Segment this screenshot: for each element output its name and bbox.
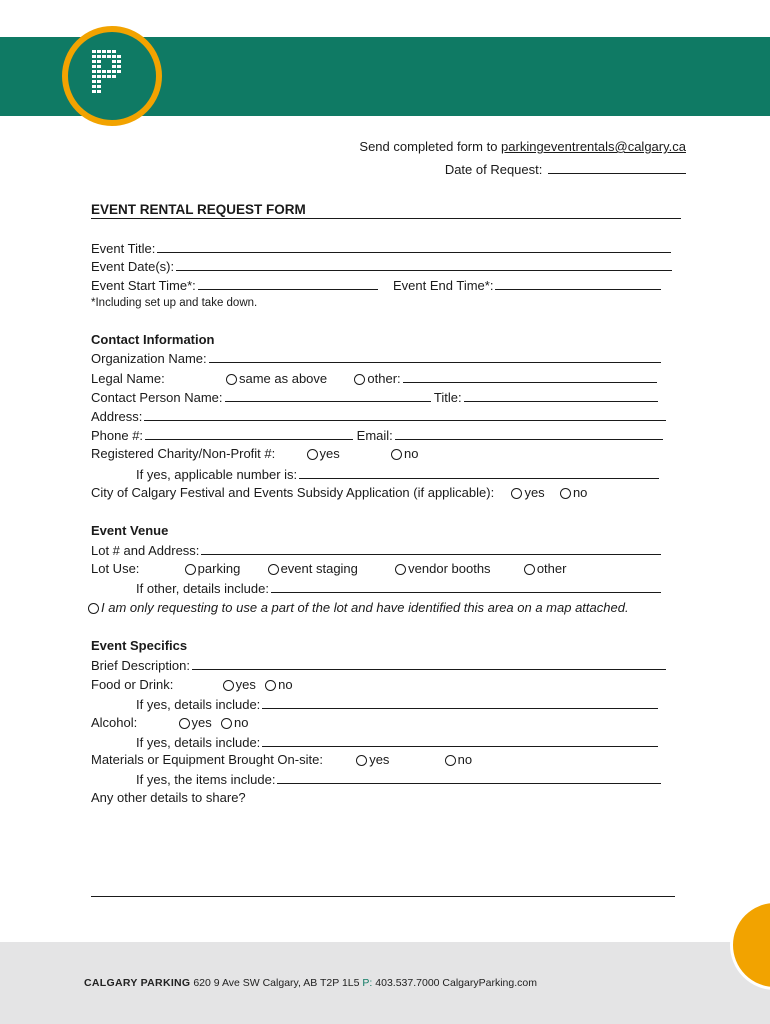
org-name-row: Organization Name: bbox=[91, 350, 661, 366]
footnote: *Including set up and take down. bbox=[91, 297, 258, 309]
form-title: EVENT RENTAL REQUEST FORM bbox=[91, 202, 681, 219]
lot-use-row: Lot Use: parking event staging vendor booths other bbox=[91, 561, 567, 576]
food-yes-radio[interactable] bbox=[223, 680, 234, 691]
materials-row: Materials or Equipment Brought On-site: yes no bbox=[91, 752, 473, 767]
other-details-share-row: Any other details to share? bbox=[91, 790, 246, 805]
alcohol-details-field[interactable] bbox=[262, 734, 658, 747]
items-row: If yes, the items include: bbox=[136, 771, 661, 787]
contact-person-field[interactable] bbox=[225, 389, 431, 402]
lot-other-details-field[interactable] bbox=[271, 580, 661, 593]
phone-email-row: Phone #: Email: bbox=[91, 427, 663, 443]
footer-phone: 403.537.7000 bbox=[375, 977, 440, 989]
alcohol-row: Alcohol: yes no bbox=[91, 715, 249, 730]
subsidy-yes-radio[interactable] bbox=[511, 488, 522, 499]
lot-use-event-staging-radio[interactable] bbox=[268, 564, 279, 575]
items-field[interactable] bbox=[277, 771, 661, 784]
food-row: Food or Drink: yes no bbox=[91, 677, 293, 692]
lot-use-parking-radio[interactable] bbox=[185, 564, 196, 575]
food-no-radio[interactable] bbox=[265, 680, 276, 691]
partial-lot-radio[interactable] bbox=[88, 603, 99, 614]
event-dates-field[interactable] bbox=[176, 258, 672, 271]
legal-other-radio[interactable] bbox=[354, 374, 365, 385]
brief-description-row: Brief Description: bbox=[91, 657, 666, 673]
food-details-row: If yes, details include: bbox=[136, 696, 658, 712]
legal-other-field[interactable] bbox=[403, 370, 657, 383]
lot-use-other-radio[interactable] bbox=[524, 564, 535, 575]
footer-website[interactable]: CalgaryParking.com bbox=[442, 977, 537, 989]
charity-yes-radio[interactable] bbox=[307, 449, 318, 460]
date-of-request-field[interactable] bbox=[548, 161, 686, 174]
event-title-row: Event Title: bbox=[91, 240, 671, 256]
calgary-parking-logo bbox=[62, 26, 162, 126]
materials-yes-radio[interactable] bbox=[356, 755, 367, 766]
send-instructions: Send completed form to parkingeventrentals@calgary.ca bbox=[359, 139, 686, 154]
footer-brand: CALGARY PARKING bbox=[84, 977, 191, 989]
footer-phone-label: P: bbox=[362, 977, 373, 989]
other-details-row: If other, details include: bbox=[136, 580, 661, 596]
same-as-above-radio[interactable] bbox=[226, 374, 237, 385]
applicable-number-row: If yes, applicable number is: bbox=[136, 466, 659, 482]
charity-row: Registered Charity/Non-Profit #: yes no bbox=[91, 446, 419, 461]
event-end-field[interactable] bbox=[495, 277, 661, 290]
other-details-field[interactable] bbox=[91, 896, 675, 897]
event-start-field[interactable] bbox=[198, 277, 378, 290]
contact-heading: Contact Information bbox=[91, 332, 215, 347]
email-link[interactable]: parkingeventrentals@calgary.ca bbox=[501, 139, 686, 154]
alcohol-no-radio[interactable] bbox=[221, 718, 232, 729]
footer-address: 620 9 Ave SW Calgary, AB T2P 1L5 bbox=[193, 977, 360, 989]
venue-heading: Event Venue bbox=[91, 523, 169, 538]
phone-field[interactable] bbox=[145, 427, 353, 440]
subsidy-no-radio[interactable] bbox=[560, 488, 571, 499]
subsidy-row: City of Calgary Festival and Events Subsidy Application (if applicable): yes no bbox=[91, 485, 588, 500]
date-of-request: Date of Request: bbox=[445, 161, 686, 177]
alcohol-yes-radio[interactable] bbox=[179, 718, 190, 729]
alcohol-details-row: If yes, details include: bbox=[136, 734, 658, 750]
event-dates-row: Event Date(s): bbox=[91, 258, 672, 274]
email-field[interactable] bbox=[395, 427, 663, 440]
specifics-heading: Event Specifics bbox=[91, 638, 188, 653]
lot-use-vendor-booths-radio[interactable] bbox=[395, 564, 406, 575]
footer-text bbox=[84, 977, 537, 989]
charity-no-radio[interactable] bbox=[391, 449, 402, 460]
materials-no-radio[interactable] bbox=[445, 755, 456, 766]
event-title-field[interactable] bbox=[157, 240, 671, 253]
applicable-number-field[interactable] bbox=[299, 466, 659, 479]
address-field[interactable] bbox=[144, 408, 666, 421]
address-row: Address: bbox=[91, 408, 666, 424]
food-details-field[interactable] bbox=[262, 696, 658, 709]
brief-description-field[interactable] bbox=[192, 657, 666, 670]
lot-address-row: Lot # and Address: bbox=[91, 542, 661, 558]
contact-person-row: Contact Person Name: Title: bbox=[91, 389, 658, 405]
event-time-row: Event Start Time*: Event End Time*: bbox=[91, 277, 661, 293]
contact-title-field[interactable] bbox=[464, 389, 658, 402]
lot-address-field[interactable] bbox=[201, 542, 661, 555]
legal-name-row: Legal Name: same as above other: bbox=[91, 370, 657, 386]
org-name-field[interactable] bbox=[209, 350, 661, 363]
partial-lot-row: I am only requesting to use a part of the lot and have identified this area on a map attached. bbox=[88, 600, 629, 616]
